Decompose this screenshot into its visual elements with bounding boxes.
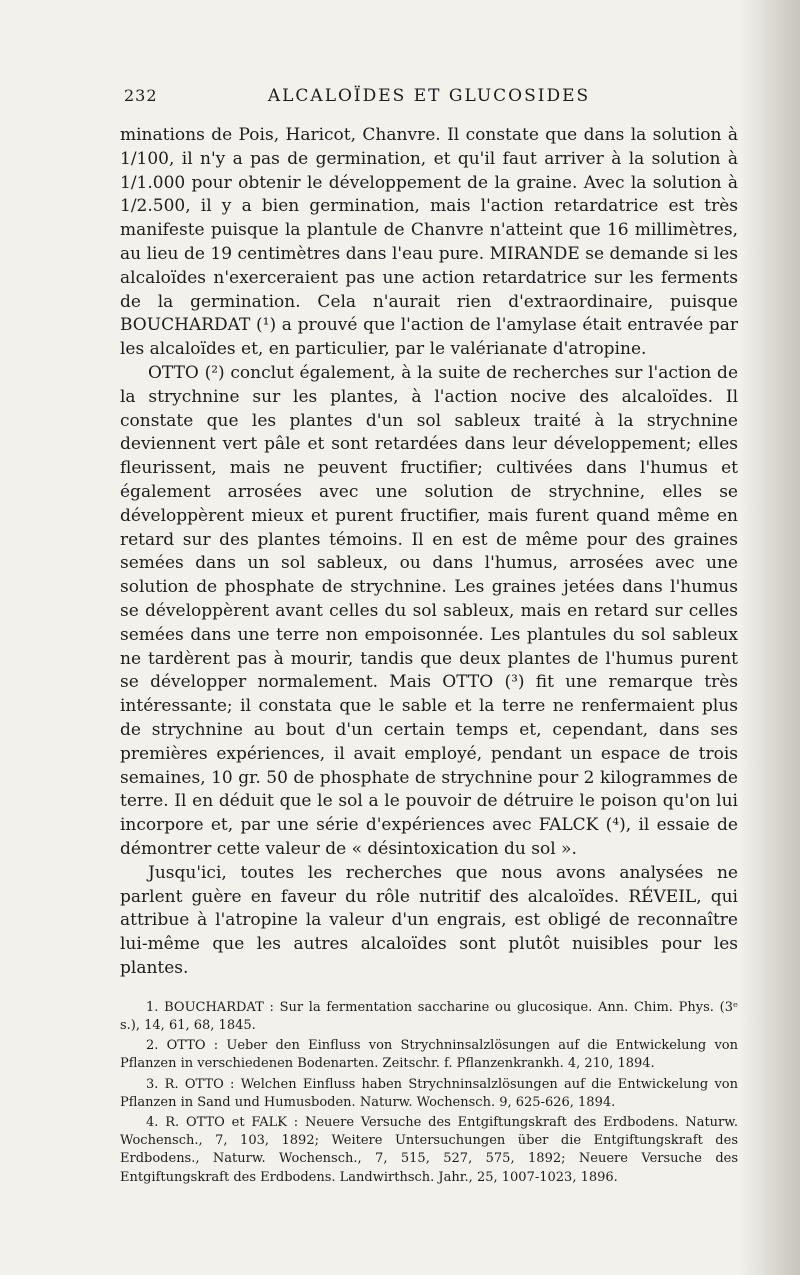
paragraph: Jusqu'ici, toutes les recherches que nous avons analysées ne parlent guère en faveur du rôle nutritif des alcaloïdes. RÉVEIL, qui attribue à l'atropine la valeur d'un engrais, est obligé de reconnaître lui-même que les autres alcaloïdes sont plutôt nuisibles pour les plantes.: [120, 862, 738, 978]
footnote: 2. OTTO : Ueber den Einfluss von Strychninsalzlösungen auf die Entwickelung von Pflanzen in verschiedenen Bodenarten. Zeitschr. f. Pflanzenkrankh. 4, 210, 1894.: [120, 1038, 738, 1072]
book-page: [120, 80, 738, 1189]
page-edge-shadow: [740, 0, 800, 1275]
running-header: [120, 80, 738, 110]
paragraph: OTTO (²) conclut également, à la suite de recherches sur l'action de la strychnine sur les plantes, à l'action nocive des alcaloïdes. Il constate que les plantes d'un sol sableux traité à la strychnine deviennent vert pâle et sont retardées dans leur développement; elles fleurissent, mais ne peuvent fructifier; cultivées dans l'humus et également arrosées avec une solution de strychnine, elles se développèrent mieux et purent fructifier, mais furent quand même en retard sur des plantes témoins. Il en est de même pour des graines semées dans un sol sableux, ou dans l'humus, arrosées avec une solution de phosphate de strychnine. Les graines jetées dans l'humus se développèrent avant celles du sol sableux, mais en retard sur celles semées dans une terre non empoisonnée. Les plantules du sol sableux ne tardèrent pas à mourir, tandis que deux plantes de l'humus purent se développer normalement. Mais OTTO (³) fit une remarque très intéressante; il constata que le sable et la terre ne renfermaient plus de strychnine au bout d'un certain temps et, cependant, dans ses premières expériences, il avait employé, pendant un espace de trois semaines, 10 gr. 50 de phosphate de strychnine pour 2 kilogrammes de terre. Il en déduit que le sol a le pouvoir de détruire le poison qu'on lui incorpore et, par une série d'expériences avec FALCK (⁴), il essaie de démontrer cette valeur de « désintoxication du sol ».: [120, 362, 738, 859]
footnote: 4. R. OTTO et FALK : Neuere Versuche des Entgiftungskraft des Erdbodens. Naturw. Wochensch., 7, 103, 1892; Weitere Untersuchungen über die Entgiftungskraft des Erdbodens., Naturw. Wochensch., 7, 515, 527, 575, 1892; Neuere Versuche des Entgiftungskraft des Erdbodens. Landwirthsch. Jahr., 25, 1007-1023, 1896.: [120, 1114, 738, 1185]
running-title: ALCALOÏDES ET GLUCOSIDES: [267, 86, 591, 106]
footnotes: [120, 999, 738, 1187]
footnote: 1. BOUCHARDAT : Sur la fermentation saccharine ou glucosique. Ann. Chim. Phys. (3ᵉ s.), 14, 61, 68, 1845.: [120, 999, 738, 1033]
footnote: 3. R. OTTO : Welchen Einfluss haben Strychninsalzlösungen auf die Entwickelung von Pflanzen in Sand und Humusboden. Naturw. Wochensch. 9, 625-626, 1894.: [120, 1076, 738, 1110]
page-number: 232: [124, 86, 158, 105]
paragraph: minations de Pois, Haricot, Chanvre. Il constate que dans la solution à 1/100, il n'y a pas de germination, et qu'il faut arriver à la solution à 1/1.000 pour obtenir le développement de la graine. Avec la solution à 1/2.500, il y a bien germination, mais l'action retardatrice est très manifeste puisque la plantule de Chanvre n'atteint que 16 millimètres, au lieu de 19 centimètres dans l'eau pure. MIRANDE se demande si les alcaloïdes n'exerceraient pas une action retardatrice sur les ferments de la germination. Cela n'aurait rien d'extraordinaire, puisque BOUCHARDAT (¹) a prouvé que l'action de l'amylase était entravée par les alcaloïdes et, en particulier, par le valérianate d'atropine.: [120, 125, 738, 360]
body-text: [120, 124, 738, 981]
